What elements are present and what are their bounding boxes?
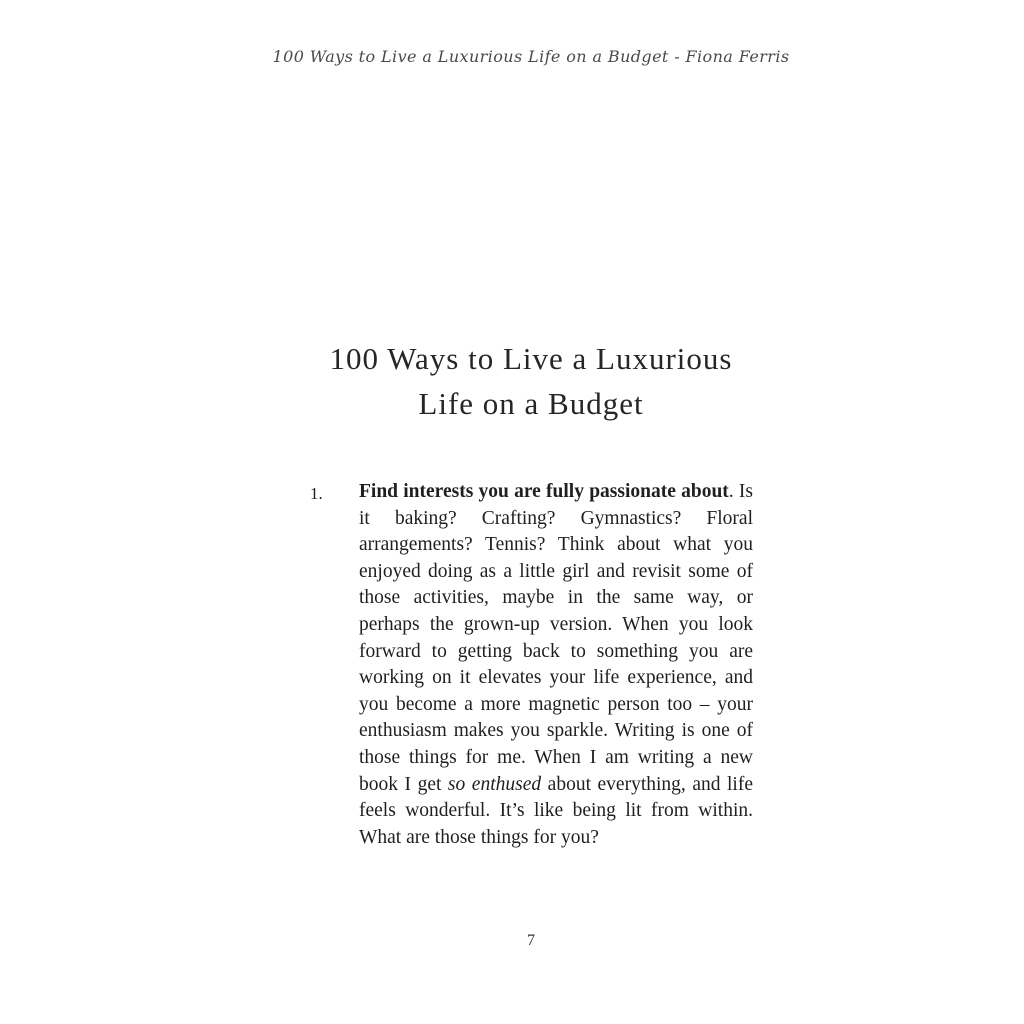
page-number: 7 [527,932,535,949]
list-item-italic-phrase: so enthused [447,773,542,795]
list-item-bold-lead: Find interests you are fully passionate about [359,481,729,502]
list-item-body-text: . Is it baking? Crafting? Gymnastics? Floral arrangements? Tennis? Think about what you enjoyed doing as a little girl and revisit some of those activities, maybe in the same way, or perhaps the grown-up version. When you look forward to getting back to something you are working on it elevates your life experience, and you become a more magnetic person too – your enthusiasm makes you sparkle. Writing is one of those things for me. When I am writing a new book I get [359,481,753,795]
list-item-text [359,479,753,851]
chapter-title-line1: 100 Ways to Live a Luxurious [329,341,733,376]
list-item-number: 1. [310,484,323,503]
chapter-title-line2: Life on a Budget [418,386,644,421]
list-item-closing-text: about everything, and life feels wonderful. It’s like being lit from within. What are those things for you? [359,773,753,848]
chapter-title [38,336,1024,426]
running-header: 100 Ways to Live a Luxurious Life on a Budget - Fiona Ferris [272,47,790,66]
list-item [310,479,753,851]
page-content-column [38,0,1024,1024]
